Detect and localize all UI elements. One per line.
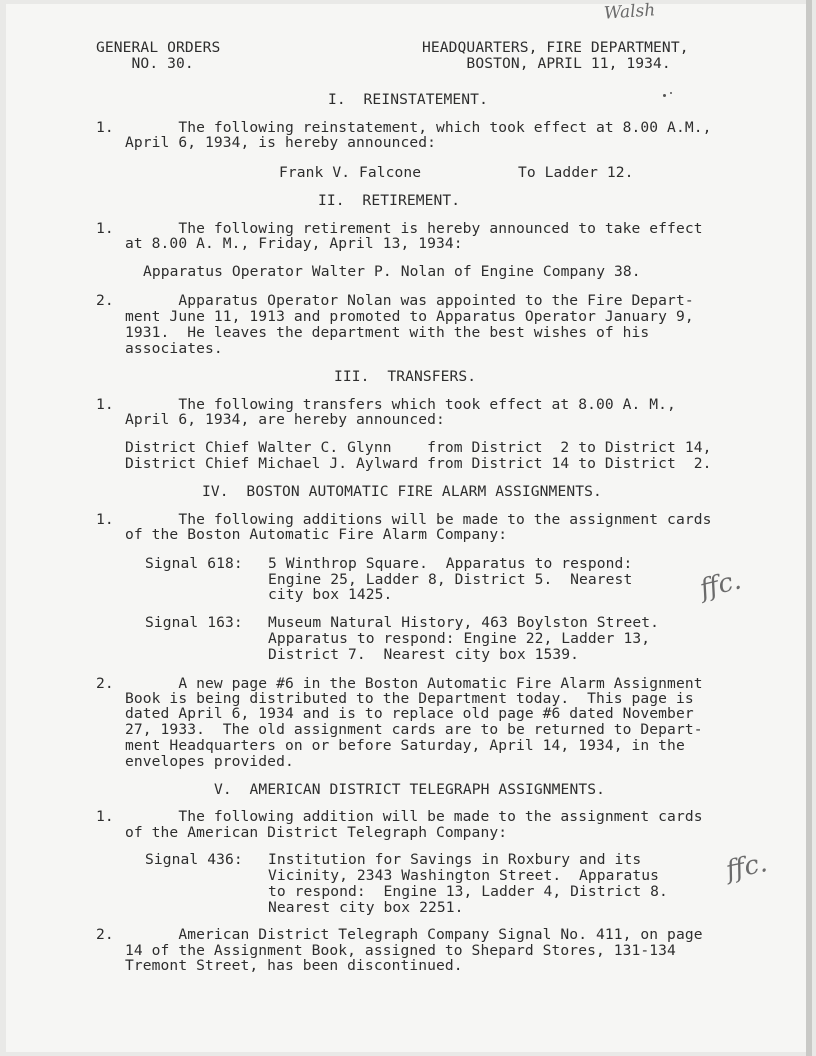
signal-detail: Vicinity, 2343 Washington Street. Apparatus [268,867,659,884]
page-edge-shadow [806,0,812,1056]
paragraph-number: 2. [96,292,114,309]
paragraph-line: Apparatus Operator Nolan was appointed to the Fire Depart- [125,292,694,309]
paragraph-number: 2. [96,675,114,692]
signal-label: Signal 618: [145,555,243,572]
paragraph-number: 1. [96,119,114,136]
signal-detail: city box 1425. [268,586,393,603]
handwritten-initials-2: ffc. [723,848,770,886]
paragraph-line: associates. [125,340,223,357]
paragraph-line: ment Headquarters on or before Saturday, April 14, 1934, in the [125,737,685,754]
signal-label: Signal 163: [145,614,243,631]
paragraph-line: ment June 11, 1913 and promoted to Apparatus Operator January 9, [125,308,694,325]
signal-label: Signal 436: [145,851,243,868]
transfer-entry: District Chief Walter C. Glynn from District 2 to District 14, [125,439,712,456]
section-heading-telegraph: V. AMERICAN DISTRICT TELEGRAPH ASSIGNMENTS. [214,781,605,798]
issue-date: BOSTON, APRIL 11, 1934. [422,55,671,72]
section-heading-fire-alarm: IV. BOSTON AUTOMATIC FIRE ALARM ASSIGNMENTS. [202,483,602,500]
paragraph-line: Tremont Street, has been discontinued. [125,957,463,974]
order-number: NO. 30. [96,55,194,72]
paragraph-line: April 6, 1934, are hereby announced: [125,411,445,428]
signal-detail: Nearest city box 2251. [268,899,464,916]
paragraph-number: 1. [96,220,114,237]
paragraph-line: 27, 1933. The old assignment cards are to be returned to Depart- [125,721,703,738]
signal-detail: 5 Winthrop Square. Apparatus to respond: [268,555,633,572]
reinstated-assignment: To Ladder 12. [518,164,634,181]
transfer-entry: District Chief Michael J. Aylward from District 14 to District 2. [125,455,712,472]
general-orders-label: GENERAL ORDERS [96,39,221,56]
paragraph-line: Book is being distributed to the Department today. This page is [125,690,694,707]
handwritten-note-top: Walsh [603,0,656,24]
paragraph-line: 1931. He leaves the department with the best wishes of his [125,324,650,341]
paragraph-line: The following retirement is hereby announced to take effect [125,220,703,237]
paragraph-line: A new page #6 in the Boston Automatic Fire Alarm Assignment [125,675,703,692]
paragraph-line: at 8.00 A. M., Friday, April 13, 1934: [125,235,463,252]
retiree-entry: Apparatus Operator Walter P. Nolan of Engine Company 38. [143,263,641,280]
ink-speck [663,94,666,97]
paragraph-line: 14 of the Assignment Book, assigned to Shepard Stores, 131-134 [125,942,676,959]
signal-detail: to respond: Engine 13, Ladder 4, District 8. [268,883,668,900]
section-heading-retirement: II. RETIREMENT. [318,192,461,209]
ink-speck [670,92,672,94]
signal-detail: Apparatus to respond: Engine 22, Ladder 13, [268,630,651,647]
paragraph-line: The following reinstatement, which took effect at 8.00 A.M., [125,119,712,136]
paragraph-line: American District Telegraph Company Signal No. 411, on page [125,926,703,943]
paragraph-line: dated April 6, 1934 and is to replace old page #6 dated November [125,705,694,722]
paragraph-number: 1. [96,808,114,825]
paragraph-number: 1. [96,396,114,413]
signal-detail: Museum Natural History, 463 Boylston Street. [268,614,659,631]
reinstated-name: Frank V. Falcone [279,164,422,181]
section-heading-reinstatement: I. REINSTATEMENT. [328,91,488,108]
paragraph-line: The following transfers which took effect at 8.00 A. M., [125,396,676,413]
signal-detail: Engine 25, Ladder 8, District 5. Nearest [268,571,633,588]
headquarters-label: HEADQUARTERS, FIRE DEPARTMENT, [422,39,689,56]
paragraph-number: 1. [96,511,114,528]
paragraph-number: 2. [96,926,114,943]
paragraph-line: The following additions will be made to the assignment cards [125,511,712,528]
signal-detail: District 7. Nearest city box 1539. [268,646,580,663]
paragraph-line: April 6, 1934, is hereby announced: [125,134,437,151]
paragraph-line: envelopes provided. [125,753,294,770]
section-heading-transfers: III. TRANSFERS. [334,368,477,385]
signal-detail: Institution for Savings in Roxbury and its [268,851,642,868]
paragraph-line: of the American District Telegraph Company: [125,824,508,841]
paragraph-line: of the Boston Automatic Fire Alarm Company: [125,526,508,543]
paragraph-line: The following addition will be made to the assignment cards [125,808,703,825]
handwritten-initials-1: ffc. [696,565,745,605]
